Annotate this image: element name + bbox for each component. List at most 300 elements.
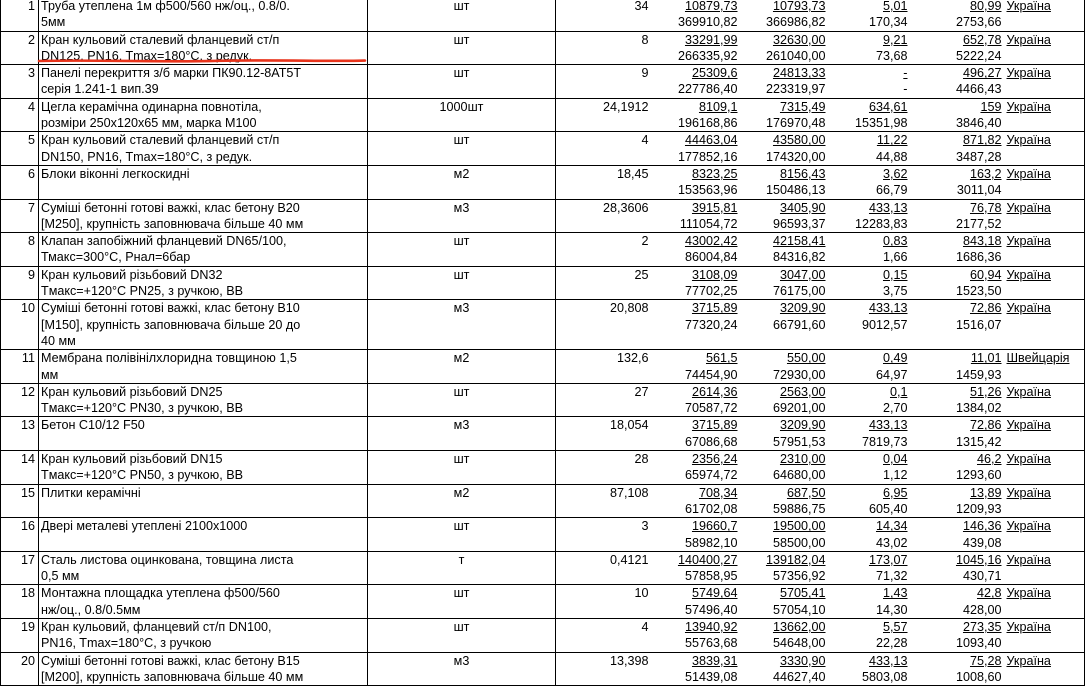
price-with-delivery bbox=[652, 585, 741, 619]
price-base-line: 57356,92 bbox=[772, 569, 826, 584]
table-row bbox=[1, 451, 1085, 485]
country-link bbox=[1005, 98, 1085, 132]
quantity bbox=[556, 266, 652, 300]
row-number-text: 1 bbox=[27, 0, 35, 13]
country-link bbox=[1005, 300, 1085, 350]
item-name-line: [М250], крупність заповнювача більше 40 мм bbox=[41, 216, 304, 231]
procurement-cost-line: 3846,40 bbox=[955, 116, 1002, 131]
price-with-delivery-line: 86004,84 bbox=[684, 250, 738, 265]
country-link-text[interactable]: Україна bbox=[1006, 485, 1051, 500]
row-number-empty bbox=[1, 400, 35, 416]
row-number bbox=[1, 383, 39, 417]
price-with-delivery-line: 266335,92 bbox=[677, 48, 738, 63]
delivery-cost bbox=[829, 98, 911, 132]
table-row bbox=[1, 652, 1085, 686]
item-name-line: Панелі перекриття з/б марки ПК90.12-8АТ5Т bbox=[41, 66, 302, 81]
procurement-cost bbox=[911, 652, 1005, 686]
delivery-cost-line: 3,75 bbox=[882, 284, 908, 299]
row-number-empty bbox=[1, 333, 35, 349]
item-name-line: Tмакс=+120°C PN50, з ручкою, ВВ bbox=[41, 468, 244, 483]
unit bbox=[368, 585, 556, 619]
row-number bbox=[1, 132, 39, 166]
price-base-line: 54648,00 bbox=[772, 636, 826, 651]
table-row bbox=[1, 618, 1085, 652]
country-link bbox=[1005, 65, 1085, 99]
quantity-text: 28,3606 bbox=[602, 200, 649, 215]
country-link bbox=[1005, 518, 1085, 552]
delivery-cost bbox=[829, 350, 911, 384]
price-base bbox=[741, 652, 829, 686]
quantity-text: 9 bbox=[641, 66, 649, 81]
price-base-line: 13662,00 bbox=[772, 619, 826, 634]
quantity bbox=[556, 518, 652, 552]
country-link bbox=[1005, 233, 1085, 267]
procurement-cost bbox=[911, 0, 1005, 31]
quantity-empty bbox=[556, 249, 649, 265]
quantity-empty bbox=[556, 182, 649, 198]
unit bbox=[368, 266, 556, 300]
item-name bbox=[39, 383, 368, 417]
country-link-text[interactable]: Україна bbox=[1006, 234, 1051, 249]
country-link-empty bbox=[1007, 317, 1085, 333]
item-name bbox=[39, 98, 368, 132]
quantity-empty bbox=[556, 635, 649, 651]
delivery-cost-line: 66,79 bbox=[875, 183, 908, 198]
quantity-text: 4 bbox=[641, 619, 649, 634]
price-base bbox=[741, 585, 829, 619]
price-with-delivery bbox=[652, 199, 741, 233]
price-with-delivery-line: 3715,89 bbox=[691, 301, 738, 316]
quantity bbox=[556, 165, 652, 199]
unit bbox=[368, 484, 556, 518]
price-base-line: 2310,00 bbox=[779, 452, 826, 467]
country-link bbox=[1005, 132, 1085, 166]
item-name-line: серія 1.241-1 вип.39 bbox=[41, 82, 159, 97]
price-with-delivery-line: 561,5 bbox=[705, 351, 738, 366]
row-number-text: 13 bbox=[20, 418, 35, 433]
price-base-line: 176970,48 bbox=[765, 116, 826, 131]
country-link bbox=[1005, 165, 1085, 199]
price-base-line: 19500,00 bbox=[772, 519, 826, 534]
quantity-text: 8 bbox=[641, 32, 649, 47]
country-link-empty bbox=[1007, 434, 1085, 450]
unit-empty bbox=[368, 467, 555, 483]
price-with-delivery-line: 19660,7 bbox=[691, 519, 738, 534]
country-link-text[interactable]: Швейцарія bbox=[1006, 351, 1070, 366]
quantity-text: 2 bbox=[641, 234, 649, 249]
procurement-cost-line: 1008,60 bbox=[955, 669, 1002, 684]
price-with-delivery bbox=[652, 350, 741, 384]
row-number bbox=[1, 551, 39, 585]
procurement-cost-line: 1523,50 bbox=[955, 284, 1002, 299]
row-number bbox=[1, 451, 39, 485]
table-row bbox=[1, 199, 1085, 233]
item-name-line: Тмакс=300°С, Рнал=6бар bbox=[41, 250, 191, 265]
country-link-text[interactable]: Україна bbox=[1006, 653, 1051, 668]
procurement-cost bbox=[911, 350, 1005, 384]
quantity bbox=[556, 132, 652, 166]
delivery-cost bbox=[829, 618, 911, 652]
item-name bbox=[39, 165, 368, 199]
unit-empty bbox=[368, 602, 555, 618]
price-base-line: 687,50 bbox=[786, 485, 826, 500]
unit-text: шт bbox=[453, 267, 470, 282]
row-number-text: 16 bbox=[20, 519, 35, 534]
item-name bbox=[39, 300, 368, 350]
price-base-line: 261040,00 bbox=[765, 48, 826, 63]
unit-empty bbox=[368, 14, 555, 30]
price-base bbox=[741, 518, 829, 552]
quantity-empty bbox=[556, 568, 649, 584]
item-name bbox=[39, 518, 368, 552]
row-number bbox=[1, 350, 39, 384]
item-name-empty bbox=[41, 182, 367, 198]
quantity bbox=[556, 233, 652, 267]
procurement-cost-line: 42,8 bbox=[976, 586, 1002, 601]
unit-text: шт bbox=[453, 66, 470, 81]
quantity-empty bbox=[556, 367, 649, 383]
delivery-cost-line: 5803,08 bbox=[861, 669, 908, 684]
country-link-empty bbox=[1007, 249, 1085, 265]
item-name bbox=[39, 618, 368, 652]
procurement-cost-line: 1315,42 bbox=[955, 434, 1002, 449]
row-number-text: 6 bbox=[27, 166, 35, 181]
quantity bbox=[556, 0, 652, 31]
unit bbox=[368, 31, 556, 65]
price-base bbox=[741, 0, 829, 31]
item-name-line: Tмакс=+120°C PN30, з ручкою, ВВ bbox=[41, 401, 244, 416]
item-name bbox=[39, 132, 368, 166]
quantity-text: 10 bbox=[634, 586, 649, 601]
unit bbox=[368, 652, 556, 686]
quantity-empty bbox=[556, 501, 649, 517]
unit-text: шт bbox=[453, 32, 470, 47]
price-base bbox=[741, 417, 829, 451]
country-link bbox=[1005, 266, 1085, 300]
country-link-text[interactable]: Україна bbox=[1006, 552, 1051, 567]
item-name bbox=[39, 652, 368, 686]
price-base-empty bbox=[741, 333, 826, 349]
price-base-line: 223319,97 bbox=[765, 82, 826, 97]
country-link-text[interactable]: Україна bbox=[1006, 586, 1051, 601]
country-link-text[interactable]: Україна bbox=[1006, 32, 1051, 47]
price-with-delivery bbox=[652, 98, 741, 132]
country-link-empty bbox=[1007, 501, 1085, 517]
item-name-line: мм bbox=[41, 367, 59, 382]
unit-empty bbox=[368, 635, 555, 651]
row-number bbox=[1, 618, 39, 652]
quantity-empty bbox=[556, 400, 649, 416]
item-name-line: Кран кульовий сталевий фланцевий ст/п bbox=[41, 133, 280, 148]
price-base-line: 72930,00 bbox=[772, 367, 826, 382]
row-number-empty bbox=[1, 367, 35, 383]
country-link-text[interactable]: Україна bbox=[1006, 200, 1051, 215]
delivery-cost-line: 173,07 bbox=[868, 552, 908, 567]
row-number-empty bbox=[1, 182, 35, 198]
quantity bbox=[556, 652, 652, 686]
unit-text: шт bbox=[453, 234, 470, 249]
delivery-cost-line: 64,97 bbox=[875, 367, 908, 382]
row-number bbox=[1, 417, 39, 451]
procurement-cost-line: 146,36 bbox=[962, 519, 1002, 534]
country-link-text[interactable]: Україна bbox=[1006, 267, 1051, 282]
table-row bbox=[1, 551, 1085, 585]
table-row bbox=[1, 98, 1085, 132]
delivery-cost bbox=[829, 199, 911, 233]
price-with-delivery-line: 25309,6 bbox=[691, 66, 738, 81]
unit-empty bbox=[368, 216, 555, 232]
item-name-line: Суміші бетонні готові важкі, клас бетону В10 bbox=[41, 301, 300, 316]
country-link-text[interactable]: Україна bbox=[1006, 301, 1051, 316]
delivery-cost bbox=[829, 0, 911, 31]
row-number-empty bbox=[1, 115, 35, 131]
country-link-text[interactable]: Україна bbox=[1006, 166, 1051, 181]
delivery-cost-line: 6,95 bbox=[882, 485, 908, 500]
price-with-delivery bbox=[652, 518, 741, 552]
unit-text: м2 bbox=[453, 351, 470, 366]
price-with-delivery-line: 153563,96 bbox=[677, 183, 738, 198]
procurement-cost-line: 496,27 bbox=[962, 66, 1002, 81]
country-link-empty bbox=[1007, 48, 1085, 64]
item-name-line: Цегла керамічна одинарна повнотіла, bbox=[41, 99, 262, 114]
delivery-cost-line: 0,15 bbox=[882, 267, 908, 282]
row-number-empty bbox=[1, 635, 35, 651]
price-base-line: 366986,82 bbox=[765, 15, 826, 30]
delivery-cost bbox=[829, 451, 911, 485]
procurement-cost-line: 5222,24 bbox=[955, 48, 1002, 63]
unit-empty bbox=[368, 669, 555, 685]
country-link-text[interactable]: Україна bbox=[1006, 66, 1051, 81]
procurement-cost bbox=[911, 518, 1005, 552]
quantity-empty bbox=[556, 149, 649, 165]
country-link-empty bbox=[1007, 149, 1085, 165]
procurement-cost-line: 273,35 bbox=[962, 619, 1002, 634]
quantity-text: 87,108 bbox=[609, 485, 649, 500]
item-name bbox=[39, 31, 368, 65]
country-link-text[interactable]: Україна bbox=[1006, 519, 1051, 534]
quantity-empty bbox=[556, 81, 649, 97]
price-base-line: 3209,90 bbox=[779, 301, 826, 316]
procurement-cost bbox=[911, 484, 1005, 518]
quantity bbox=[556, 618, 652, 652]
row-number-empty bbox=[1, 467, 35, 483]
item-name-line: Tмакс=+120°C PN25, з ручкою, ВВ bbox=[41, 284, 244, 299]
price-base-line: 43580,00 bbox=[772, 133, 826, 148]
delivery-cost bbox=[829, 417, 911, 451]
quantity bbox=[556, 98, 652, 132]
row-number-empty bbox=[1, 602, 35, 618]
price-base bbox=[741, 451, 829, 485]
country-link bbox=[1005, 0, 1085, 31]
procurement-cost-line: 1516,07 bbox=[955, 317, 1002, 332]
item-name-line: Клапан запобіжний фланцевий DN65/100, bbox=[41, 234, 287, 249]
procurement-cost-empty bbox=[911, 333, 1002, 349]
price-with-delivery bbox=[652, 652, 741, 686]
unit-text: шт bbox=[453, 0, 470, 13]
item-name bbox=[39, 451, 368, 485]
unit-empty bbox=[368, 317, 555, 333]
unit-text: шт bbox=[453, 519, 470, 534]
delivery-cost-line: 14,30 bbox=[875, 602, 908, 617]
delivery-cost-line: 1,12 bbox=[882, 468, 908, 483]
item-name-line: Бетон С10/12 F50 bbox=[41, 418, 145, 433]
country-link bbox=[1005, 199, 1085, 233]
country-link-text[interactable]: Україна bbox=[1006, 0, 1051, 13]
price-base-line: 32630,00 bbox=[772, 32, 826, 47]
delivery-cost-line: 0,83 bbox=[882, 234, 908, 249]
unit-text: м3 bbox=[453, 200, 470, 215]
unit-text: м3 bbox=[453, 301, 470, 316]
price-base-line: 66791,60 bbox=[772, 317, 826, 332]
price-base bbox=[741, 266, 829, 300]
table-row bbox=[1, 585, 1085, 619]
country-link bbox=[1005, 484, 1085, 518]
row-number-empty bbox=[1, 568, 35, 584]
quantity-empty bbox=[556, 216, 649, 232]
delivery-cost-line: 12283,83 bbox=[854, 216, 908, 231]
country-link-text[interactable]: Україна bbox=[1006, 384, 1051, 399]
row-number bbox=[1, 652, 39, 686]
table-row bbox=[1, 266, 1085, 300]
delivery-cost bbox=[829, 132, 911, 166]
price-with-delivery bbox=[652, 31, 741, 65]
delivery-cost-line: 43,02 bbox=[875, 535, 908, 550]
item-name-line: Труба утеплена 1м ф500/560 нж/оц., 0.8/0. bbox=[41, 0, 290, 13]
price-with-delivery-line: 708,34 bbox=[698, 485, 738, 500]
delivery-cost-line: 433,13 bbox=[868, 301, 908, 316]
quantity bbox=[556, 451, 652, 485]
price-with-delivery-line: 51439,08 bbox=[684, 669, 738, 684]
price-base bbox=[741, 165, 829, 199]
procurement-cost-line: 46,2 bbox=[976, 452, 1002, 467]
country-link bbox=[1005, 383, 1085, 417]
unit bbox=[368, 300, 556, 350]
quantity-empty bbox=[556, 14, 649, 30]
price-with-delivery-line: 227786,40 bbox=[677, 82, 738, 97]
unit-empty bbox=[368, 81, 555, 97]
row-number bbox=[1, 98, 39, 132]
unit bbox=[368, 383, 556, 417]
unit-text: шт bbox=[453, 133, 470, 148]
country-link-text[interactable]: Україна bbox=[1006, 99, 1051, 114]
quantity-empty bbox=[556, 317, 649, 333]
price-base-line: 57951,53 bbox=[772, 434, 826, 449]
item-name bbox=[39, 350, 368, 384]
unit-text: шт bbox=[453, 452, 470, 467]
item-name bbox=[39, 199, 368, 233]
row-number-text: 5 bbox=[27, 133, 35, 148]
unit-text: шт bbox=[453, 384, 470, 399]
price-with-delivery-line: 65974,72 bbox=[684, 468, 738, 483]
procurement-cost-line: 1459,93 bbox=[955, 367, 1002, 382]
country-link bbox=[1005, 551, 1085, 585]
row-number bbox=[1, 484, 39, 518]
item-name-line: розміри 250х120х65 мм, марка М100 bbox=[41, 116, 257, 131]
unit bbox=[368, 65, 556, 99]
price-with-delivery bbox=[652, 233, 741, 267]
quantity bbox=[556, 484, 652, 518]
item-name-line: Кран кульовий різьбовий DN15 bbox=[41, 452, 223, 467]
delivery-cost-line: 634,61 bbox=[868, 99, 908, 114]
item-name-line: DN150, PN16, Tmax=180°C, з редук. bbox=[41, 149, 253, 164]
country-link-text[interactable]: Україна bbox=[1006, 619, 1051, 634]
procurement-cost bbox=[911, 618, 1005, 652]
price-with-delivery bbox=[652, 165, 741, 199]
price-with-delivery bbox=[652, 417, 741, 451]
price-with-delivery-line: 8109,1 bbox=[698, 99, 738, 114]
procurement-cost-line: 843,18 bbox=[962, 234, 1002, 249]
procurement-cost-line: 1686,36 bbox=[955, 250, 1002, 265]
row-number bbox=[1, 199, 39, 233]
unit-empty bbox=[368, 367, 555, 383]
country-link-empty bbox=[1007, 568, 1085, 584]
procurement-cost-line: 1045,16 bbox=[955, 552, 1002, 567]
price-with-delivery-line: 58982,10 bbox=[684, 535, 738, 550]
table-row bbox=[1, 484, 1085, 518]
item-name-line: Кран кульовий, фланцевий ст/п DN100, bbox=[41, 619, 272, 634]
unit-text: т bbox=[458, 552, 465, 567]
quantity-empty bbox=[556, 669, 649, 685]
delivery-cost-line: 0,49 bbox=[882, 351, 908, 366]
quantity-text: 27 bbox=[634, 384, 649, 399]
quantity-text: 0,4121 bbox=[609, 552, 649, 567]
procurement-cost bbox=[911, 417, 1005, 451]
unit-empty bbox=[368, 400, 555, 416]
price-with-delivery-line: 57858,95 bbox=[684, 569, 738, 584]
item-name-line: Кран кульовий різьбовий DN32 bbox=[41, 267, 223, 282]
procurement-cost bbox=[911, 165, 1005, 199]
country-link-text[interactable]: Україна bbox=[1006, 452, 1051, 467]
item-name-line: DN125, PN16, Tmax=180°C, з редук. bbox=[41, 48, 253, 63]
price-with-delivery-line: 57496,40 bbox=[684, 602, 738, 617]
procurement-cost bbox=[911, 98, 1005, 132]
item-name-line: Блоки віконні легкоскидні bbox=[41, 166, 190, 181]
country-link-empty bbox=[1007, 467, 1085, 483]
price-base bbox=[741, 31, 829, 65]
row-number bbox=[1, 165, 39, 199]
procurement-cost-line: 51,26 bbox=[969, 384, 1002, 399]
unit bbox=[368, 518, 556, 552]
country-link-empty bbox=[1007, 602, 1085, 618]
quantity-text: 25 bbox=[634, 267, 649, 282]
item-name-line: Кран кульовий різьбовий DN25 bbox=[41, 384, 223, 399]
quantity-empty bbox=[556, 115, 649, 131]
delivery-cost bbox=[829, 300, 911, 350]
delivery-cost bbox=[829, 383, 911, 417]
price-with-delivery-line: 10879,73 bbox=[684, 0, 738, 13]
price-base bbox=[741, 484, 829, 518]
table-row bbox=[1, 383, 1085, 417]
procurement-cost-line: 1293,60 bbox=[955, 468, 1002, 483]
country-link-text[interactable]: Україна bbox=[1006, 418, 1051, 433]
table-row bbox=[1, 31, 1085, 65]
price-with-delivery bbox=[652, 484, 741, 518]
delivery-cost-line: 44,88 bbox=[875, 149, 908, 164]
table-row bbox=[1, 65, 1085, 99]
price-base-line: 76175,00 bbox=[772, 284, 826, 299]
price-with-delivery bbox=[652, 451, 741, 485]
delivery-cost-line: 5,01 bbox=[882, 0, 908, 13]
quantity-text: 3 bbox=[641, 519, 649, 534]
country-link-text[interactable]: Україна bbox=[1006, 133, 1051, 148]
table-row bbox=[1, 233, 1085, 267]
price-with-delivery bbox=[652, 132, 741, 166]
row-number-empty bbox=[1, 14, 35, 30]
item-name-line: Суміші бетонні готові важкі, клас бетону В15 bbox=[41, 653, 300, 668]
price-with-delivery-line: 3915,81 bbox=[691, 200, 738, 215]
country-link-empty bbox=[1007, 182, 1085, 198]
country-link bbox=[1005, 652, 1085, 686]
